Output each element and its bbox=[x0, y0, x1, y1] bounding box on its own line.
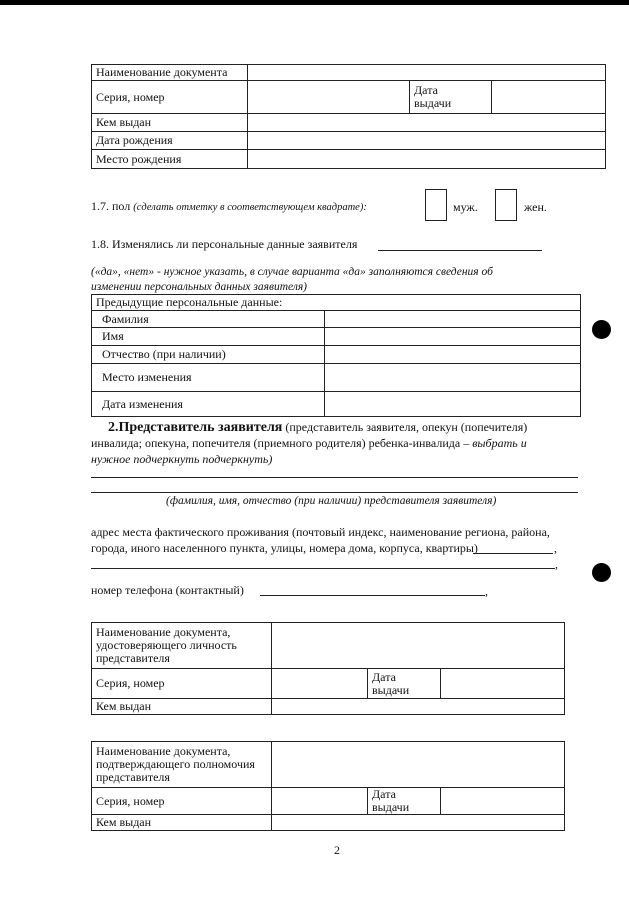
section2-line2-italic: выбрать и bbox=[472, 436, 527, 450]
phone-field[interactable] bbox=[260, 595, 485, 596]
punch-hole-top bbox=[592, 320, 611, 339]
rep-auth-issue-date-label: Дата выдачи bbox=[368, 788, 441, 815]
address-field-1[interactable] bbox=[473, 553, 553, 554]
changed-hint-2: изменении персональных данных заявителя) bbox=[91, 281, 308, 293]
issued-by-label: Кем выдан bbox=[92, 114, 248, 132]
rep-auth-doc-label: Наименование документа, подтверждающего полномочия представителя bbox=[92, 742, 272, 788]
gender-hint: (сделать отметку в соответствующем квадрате): bbox=[133, 202, 367, 213]
change-place-field[interactable] bbox=[325, 364, 581, 392]
previous-data-table bbox=[91, 294, 581, 417]
scan-top-edge bbox=[0, 0, 629, 5]
birth-place-label: Место рождения bbox=[92, 150, 248, 169]
series-label: Серия, номер bbox=[92, 81, 248, 114]
male-checkbox[interactable] bbox=[425, 189, 447, 221]
rep-id-series-label: Серия, номер bbox=[92, 669, 272, 699]
doc-name-field[interactable] bbox=[248, 65, 606, 81]
rep-auth-series-field[interactable] bbox=[272, 788, 368, 815]
prev-name-label: Имя bbox=[92, 328, 325, 346]
address-comma-2: , bbox=[555, 557, 558, 571]
rep-auth-series-label: Серия, номер bbox=[92, 788, 272, 815]
prev-surname-field[interactable] bbox=[325, 311, 581, 328]
rep-id-doc-label: Наименование документа, удостоверяющего личность представителя bbox=[92, 623, 272, 669]
document-table bbox=[91, 64, 606, 169]
section2-line1 bbox=[108, 420, 527, 436]
prev-patronymic-label: Отчество (при наличии) bbox=[92, 346, 325, 364]
section2-line2-text: инвалида; опекуна, попечителя (приемного родителя) ребенка-инвалида – bbox=[91, 436, 473, 450]
birth-date-field[interactable] bbox=[248, 132, 606, 150]
rep-id-issued-by-field[interactable] bbox=[272, 699, 565, 715]
rep-id-issue-date-field[interactable] bbox=[441, 669, 565, 699]
change-place-label: Место изменения bbox=[92, 364, 325, 392]
phone-comma: , bbox=[485, 584, 488, 598]
rep-id-table bbox=[91, 622, 565, 715]
issued-by-field[interactable] bbox=[248, 114, 606, 132]
prev-surname-label: Фамилия bbox=[92, 311, 325, 328]
rep-id-doc-field[interactable] bbox=[272, 623, 565, 669]
female-checkbox[interactable] bbox=[495, 189, 517, 221]
rep-fio-line-1[interactable] bbox=[91, 477, 578, 478]
address-comma-1: , bbox=[554, 541, 557, 555]
doc-name-label: Наименование документа bbox=[92, 65, 248, 81]
rep-auth-issued-by-label: Кем выдан bbox=[92, 815, 272, 831]
changed-label: 1.8. Изменялись ли персональные данные заявителя bbox=[91, 237, 358, 251]
previous-data-header: Предыдущие персональные данные: bbox=[92, 295, 581, 311]
address-field-2[interactable] bbox=[91, 568, 555, 569]
gender-label: 1.7. пол bbox=[91, 199, 131, 213]
rep-auth-issued-by-field[interactable] bbox=[272, 815, 565, 831]
rep-auth-issue-date-field[interactable] bbox=[441, 788, 565, 815]
section2-line2 bbox=[91, 436, 527, 451]
rep-fio-caption: (фамилия, имя, отчество (при наличии) представителя заявителя) bbox=[166, 495, 497, 507]
rep-fio-line-2[interactable] bbox=[91, 492, 578, 493]
section2-line1-rest: (представитель заявителя, опекун (попечителя) bbox=[282, 420, 528, 434]
male-label: муж. bbox=[453, 200, 478, 214]
section2-title: 2.Представитель заявителя bbox=[108, 420, 283, 435]
changed-answer-line[interactable] bbox=[378, 250, 542, 251]
issue-date-label: Дата выдачи bbox=[410, 81, 492, 114]
rep-id-issue-date-label: Дата выдачи bbox=[368, 669, 441, 699]
birth-place-field[interactable] bbox=[248, 150, 606, 169]
prev-name-field[interactable] bbox=[325, 328, 581, 346]
issue-date-field[interactable] bbox=[492, 81, 606, 114]
rep-id-series-field[interactable] bbox=[272, 669, 368, 699]
gender-line bbox=[91, 199, 367, 214]
phone-label: номер телефона (контактный) bbox=[91, 583, 244, 597]
change-date-field[interactable] bbox=[325, 392, 581, 417]
page-number: 2 bbox=[334, 843, 340, 857]
series-field[interactable] bbox=[248, 81, 410, 114]
birth-date-label: Дата рождения bbox=[92, 132, 248, 150]
change-date-label: Дата изменения bbox=[92, 392, 325, 417]
female-label: жен. bbox=[524, 200, 547, 214]
address-line-1: адрес места фактического проживания (почтовый индекс, наименование региона, района, bbox=[91, 525, 550, 539]
punch-hole-bottom bbox=[592, 563, 611, 582]
changed-hint-1: («да», «нет» - нужное указать, в случае варианта «да» заполняются сведения об bbox=[91, 266, 493, 278]
prev-patronymic-field[interactable] bbox=[325, 346, 581, 364]
rep-auth-doc-field[interactable] bbox=[272, 742, 565, 788]
rep-id-issued-by-label: Кем выдан bbox=[92, 699, 272, 715]
rep-authority-table bbox=[91, 741, 565, 831]
address-line-2: города, иного населенного пункта, улицы, номера дома, корпуса, квартиры) bbox=[91, 541, 478, 555]
section2-line3: нужное подчеркнуть подчеркнуть) bbox=[91, 452, 273, 466]
